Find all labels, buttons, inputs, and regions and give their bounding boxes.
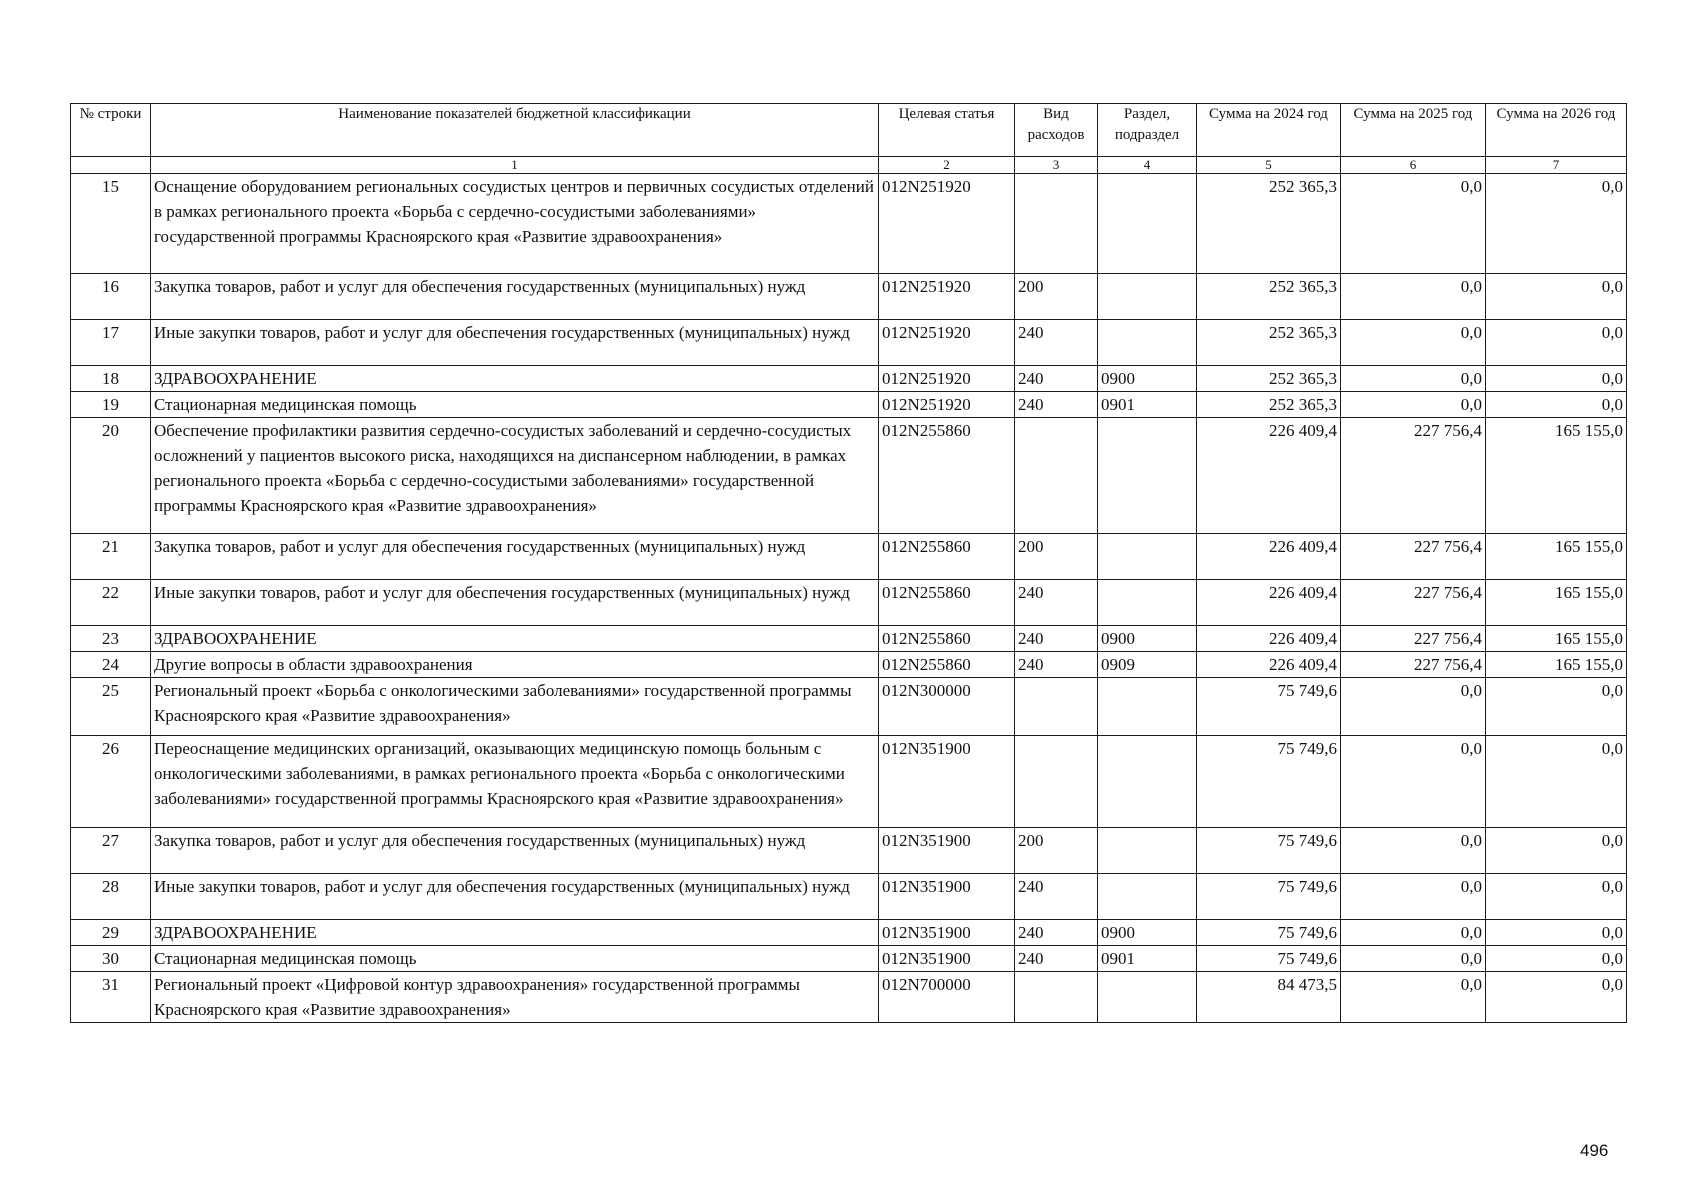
table-row bbox=[71, 366, 1627, 392]
sum-2026-cell: 0,0 bbox=[1486, 874, 1627, 920]
table-row bbox=[71, 626, 1627, 652]
indicator-name-cell: Переоснащение медицинских организаций, оказывающих медицинскую помощь больным с онкологическими заболеваниями, в рамках регионального проекта «Борьба с онкологическими заболеваниями» государственной программы Красноярского края «Развитие здравоохранения» bbox=[151, 736, 879, 828]
section-cell bbox=[1098, 580, 1197, 626]
indicator-name-cell: Обеспечение профилактики развития сердечно-сосудистых заболеваний и сердечно-сосудистых осложнений у пациентов высокого риска, находящихся на диспансерном наблюдении, в рамках регионального проекта «Борьба с сердечно-сосудистыми заболеваниями» государственной программы Красноярского края «Развитие здравоохранения» bbox=[151, 418, 879, 534]
section-cell bbox=[1098, 320, 1197, 366]
target-article-cell: 012N351900 bbox=[879, 946, 1015, 972]
header-expense-type: Вид расходов bbox=[1015, 104, 1098, 157]
header-target-article: Целевая статья bbox=[879, 104, 1015, 157]
indicator-name-cell: Иные закупки товаров, работ и услуг для обеспечения государственных (муниципальных) нужд bbox=[151, 580, 879, 626]
row-number-cell: 18 bbox=[71, 366, 151, 392]
target-article-cell: 012N251920 bbox=[879, 174, 1015, 274]
column-number: 1 bbox=[151, 157, 879, 174]
sum-2024-cell: 75 749,6 bbox=[1197, 920, 1341, 946]
sum-2025-cell: 0,0 bbox=[1341, 972, 1486, 1023]
table-row bbox=[71, 652, 1627, 678]
sum-2026-cell: 0,0 bbox=[1486, 274, 1627, 320]
table-row bbox=[71, 920, 1627, 946]
column-number: 4 bbox=[1098, 157, 1197, 174]
indicator-name-cell: Региональный проект «Борьба с онкологическими заболеваниями» государственной программы Красноярского края «Развитие здравоохранения» bbox=[151, 678, 879, 736]
indicator-name-cell: Закупка товаров, работ и услуг для обеспечения государственных (муниципальных) нужд bbox=[151, 534, 879, 580]
indicator-name-cell: Региональный проект «Цифровой контур здравоохранения» государственной программы Красноярского края «Развитие здравоохранения» bbox=[151, 972, 879, 1023]
expense-type-cell: 200 bbox=[1015, 534, 1098, 580]
expense-type-cell: 200 bbox=[1015, 828, 1098, 874]
sum-2024-cell: 252 365,3 bbox=[1197, 274, 1341, 320]
sum-2025-cell: 0,0 bbox=[1341, 392, 1486, 418]
sum-2025-cell: 227 756,4 bbox=[1341, 626, 1486, 652]
indicator-name-cell: Закупка товаров, работ и услуг для обеспечения государственных (муниципальных) нужд bbox=[151, 828, 879, 874]
table-row bbox=[71, 418, 1627, 534]
column-number: 5 bbox=[1197, 157, 1341, 174]
indicator-name-cell: Другие вопросы в области здравоохранения bbox=[151, 652, 879, 678]
sum-2026-cell: 0,0 bbox=[1486, 946, 1627, 972]
expense-type-cell: 240 bbox=[1015, 652, 1098, 678]
row-number-cell: 30 bbox=[71, 946, 151, 972]
table-row bbox=[71, 580, 1627, 626]
sum-2024-cell: 226 409,4 bbox=[1197, 652, 1341, 678]
table-row bbox=[71, 678, 1627, 736]
expense-type-cell bbox=[1015, 174, 1098, 274]
row-number-cell: 23 bbox=[71, 626, 151, 652]
expense-type-cell bbox=[1015, 972, 1098, 1023]
sum-2025-cell: 0,0 bbox=[1341, 736, 1486, 828]
target-article-cell: 012N300000 bbox=[879, 678, 1015, 736]
column-number: 6 bbox=[1341, 157, 1486, 174]
indicator-name-cell: Закупка товаров, работ и услуг для обеспечения государственных (муниципальных) нужд bbox=[151, 274, 879, 320]
expense-type-cell: 240 bbox=[1015, 580, 1098, 626]
sum-2026-cell: 0,0 bbox=[1486, 828, 1627, 874]
target-article-cell: 012N351900 bbox=[879, 828, 1015, 874]
row-number-cell: 15 bbox=[71, 174, 151, 274]
sum-2026-cell: 165 155,0 bbox=[1486, 652, 1627, 678]
target-article-cell: 012N255860 bbox=[879, 626, 1015, 652]
sum-2025-cell: 0,0 bbox=[1341, 274, 1486, 320]
sum-2025-cell: 0,0 bbox=[1341, 920, 1486, 946]
sum-2026-cell: 0,0 bbox=[1486, 366, 1627, 392]
target-article-cell: 012N255860 bbox=[879, 652, 1015, 678]
sum-2025-cell: 0,0 bbox=[1341, 366, 1486, 392]
table-row bbox=[71, 174, 1627, 274]
sum-2025-cell: 227 756,4 bbox=[1341, 580, 1486, 626]
section-cell bbox=[1098, 418, 1197, 534]
section-cell: 0900 bbox=[1098, 626, 1197, 652]
sum-2026-cell: 0,0 bbox=[1486, 392, 1627, 418]
target-article-cell: 012N255860 bbox=[879, 580, 1015, 626]
sum-2026-cell: 0,0 bbox=[1486, 736, 1627, 828]
sum-2025-cell: 227 756,4 bbox=[1341, 418, 1486, 534]
sum-2025-cell: 0,0 bbox=[1341, 678, 1486, 736]
row-number-cell: 25 bbox=[71, 678, 151, 736]
sum-2024-cell: 75 749,6 bbox=[1197, 874, 1341, 920]
row-number-cell: 24 bbox=[71, 652, 151, 678]
sum-2024-cell: 75 749,6 bbox=[1197, 736, 1341, 828]
row-number-cell: 26 bbox=[71, 736, 151, 828]
header-section: Раздел, подраздел bbox=[1098, 104, 1197, 157]
section-cell bbox=[1098, 736, 1197, 828]
sum-2024-cell: 252 365,3 bbox=[1197, 366, 1341, 392]
section-cell bbox=[1098, 534, 1197, 580]
row-number-cell: 19 bbox=[71, 392, 151, 418]
sum-2026-cell: 165 155,0 bbox=[1486, 534, 1627, 580]
target-article-cell: 012N351900 bbox=[879, 874, 1015, 920]
table-row bbox=[71, 392, 1627, 418]
indicator-name-cell: Иные закупки товаров, работ и услуг для обеспечения государственных (муниципальных) нужд bbox=[151, 874, 879, 920]
row-number-cell: 16 bbox=[71, 274, 151, 320]
column-number-row bbox=[71, 157, 1627, 174]
sum-2024-cell: 226 409,4 bbox=[1197, 418, 1341, 534]
expense-type-cell: 240 bbox=[1015, 392, 1098, 418]
expense-type-cell: 240 bbox=[1015, 320, 1098, 366]
target-article-cell: 012N251920 bbox=[879, 366, 1015, 392]
table-row bbox=[71, 320, 1627, 366]
sum-2024-cell: 252 365,3 bbox=[1197, 320, 1341, 366]
section-cell bbox=[1098, 828, 1197, 874]
row-number-cell: 29 bbox=[71, 920, 151, 946]
target-article-cell: 012N351900 bbox=[879, 920, 1015, 946]
sum-2025-cell: 0,0 bbox=[1341, 828, 1486, 874]
sum-2025-cell: 0,0 bbox=[1341, 874, 1486, 920]
indicator-name-cell: ЗДРАВООХРАНЕНИЕ bbox=[151, 920, 879, 946]
row-number-cell: 17 bbox=[71, 320, 151, 366]
target-article-cell: 012N255860 bbox=[879, 534, 1015, 580]
sum-2026-cell: 165 155,0 bbox=[1486, 626, 1627, 652]
header-sum-2026: Сумма на 2026 год bbox=[1486, 104, 1627, 157]
column-number: 3 bbox=[1015, 157, 1098, 174]
column-number: 2 bbox=[879, 157, 1015, 174]
sum-2025-cell: 0,0 bbox=[1341, 946, 1486, 972]
section-cell bbox=[1098, 972, 1197, 1023]
indicator-name-cell: Иные закупки товаров, работ и услуг для обеспечения государственных (муниципальных) нужд bbox=[151, 320, 879, 366]
header-sum-2024: Сумма на 2024 год bbox=[1197, 104, 1341, 157]
expense-type-cell bbox=[1015, 678, 1098, 736]
table-row bbox=[71, 874, 1627, 920]
section-cell bbox=[1098, 174, 1197, 274]
sum-2025-cell: 0,0 bbox=[1341, 174, 1486, 274]
indicator-name-cell: Оснащение оборудованием региональных сосудистых центров и первичных сосудистых отделений в рамках регионального проекта «Борьба с сердечно-сосудистыми заболеваниями» государственной программы Красноярского края «Развитие здравоохранения» bbox=[151, 174, 879, 274]
target-article-cell: 012N251920 bbox=[879, 392, 1015, 418]
table-row bbox=[71, 972, 1627, 1023]
row-number-cell: 28 bbox=[71, 874, 151, 920]
sum-2024-cell: 75 749,6 bbox=[1197, 946, 1341, 972]
sum-2024-cell: 226 409,4 bbox=[1197, 626, 1341, 652]
row-number-cell: 27 bbox=[71, 828, 151, 874]
indicator-name-cell: Стационарная медицинская помощь bbox=[151, 946, 879, 972]
header-sum-2025: Сумма на 2025 год bbox=[1341, 104, 1486, 157]
sum-2026-cell: 0,0 bbox=[1486, 320, 1627, 366]
sum-2026-cell: 0,0 bbox=[1486, 678, 1627, 736]
indicator-name-cell: ЗДРАВООХРАНЕНИЕ bbox=[151, 626, 879, 652]
target-article-cell: 012N251920 bbox=[879, 320, 1015, 366]
indicator-name-cell: ЗДРАВООХРАНЕНИЕ bbox=[151, 366, 879, 392]
section-cell bbox=[1098, 678, 1197, 736]
section-cell bbox=[1098, 874, 1197, 920]
sum-2025-cell: 227 756,4 bbox=[1341, 534, 1486, 580]
section-cell bbox=[1098, 274, 1197, 320]
table-body bbox=[71, 174, 1627, 1023]
section-cell: 0901 bbox=[1098, 946, 1197, 972]
sum-2024-cell: 75 749,6 bbox=[1197, 828, 1341, 874]
column-number-blank bbox=[71, 157, 151, 174]
row-number-cell: 31 bbox=[71, 972, 151, 1023]
target-article-cell: 012N700000 bbox=[879, 972, 1015, 1023]
sum-2026-cell: 165 155,0 bbox=[1486, 580, 1627, 626]
target-article-cell: 012N251920 bbox=[879, 274, 1015, 320]
sum-2026-cell: 0,0 bbox=[1486, 174, 1627, 274]
sum-2024-cell: 226 409,4 bbox=[1197, 534, 1341, 580]
table-row bbox=[71, 946, 1627, 972]
page-number: 496 bbox=[1580, 1141, 1609, 1160]
column-number: 7 bbox=[1486, 157, 1627, 174]
sum-2024-cell: 252 365,3 bbox=[1197, 392, 1341, 418]
expense-type-cell: 240 bbox=[1015, 874, 1098, 920]
section-cell: 0900 bbox=[1098, 920, 1197, 946]
row-number-cell: 20 bbox=[71, 418, 151, 534]
section-cell: 0901 bbox=[1098, 392, 1197, 418]
expense-type-cell bbox=[1015, 418, 1098, 534]
sum-2026-cell: 0,0 bbox=[1486, 972, 1627, 1023]
expense-type-cell: 200 bbox=[1015, 274, 1098, 320]
sum-2024-cell: 226 409,4 bbox=[1197, 580, 1341, 626]
header-row bbox=[71, 104, 1627, 157]
indicator-name-cell: Стационарная медицинская помощь bbox=[151, 392, 879, 418]
header-indicator-name: Наименование показателей бюджетной классификации bbox=[151, 104, 879, 157]
target-article-cell: 012N255860 bbox=[879, 418, 1015, 534]
table-header bbox=[71, 104, 1627, 174]
budget-table bbox=[70, 103, 1627, 1023]
table-row bbox=[71, 828, 1627, 874]
section-cell: 0900 bbox=[1098, 366, 1197, 392]
sum-2025-cell: 0,0 bbox=[1341, 320, 1486, 366]
target-article-cell: 012N351900 bbox=[879, 736, 1015, 828]
row-number-cell: 22 bbox=[71, 580, 151, 626]
sum-2024-cell: 75 749,6 bbox=[1197, 678, 1341, 736]
table-row bbox=[71, 534, 1627, 580]
section-cell: 0909 bbox=[1098, 652, 1197, 678]
sum-2026-cell: 165 155,0 bbox=[1486, 418, 1627, 534]
sum-2024-cell: 252 365,3 bbox=[1197, 174, 1341, 274]
sum-2024-cell: 84 473,5 bbox=[1197, 972, 1341, 1023]
expense-type-cell: 240 bbox=[1015, 946, 1098, 972]
expense-type-cell: 240 bbox=[1015, 920, 1098, 946]
sum-2026-cell: 0,0 bbox=[1486, 920, 1627, 946]
expense-type-cell: 240 bbox=[1015, 626, 1098, 652]
row-number-cell: 21 bbox=[71, 534, 151, 580]
table-row bbox=[71, 274, 1627, 320]
table-row bbox=[71, 736, 1627, 828]
header-row-number: № строки bbox=[71, 104, 151, 157]
sum-2025-cell: 227 756,4 bbox=[1341, 652, 1486, 678]
expense-type-cell bbox=[1015, 736, 1098, 828]
expense-type-cell: 240 bbox=[1015, 366, 1098, 392]
